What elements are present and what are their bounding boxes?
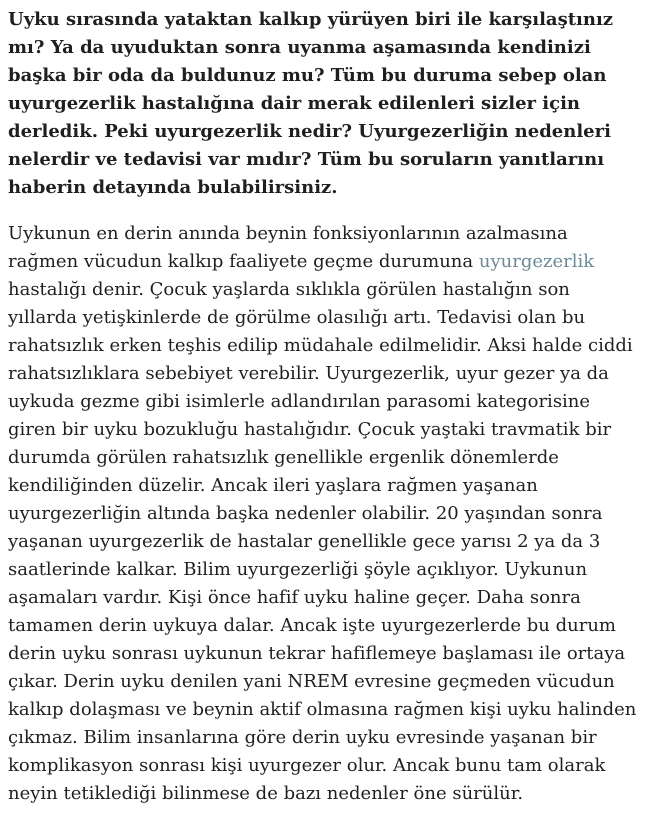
body-text-after-link: hastalığı denir. Çocuk yaşlarda sıklıkla görülen hastalığın son yıllarda yetişkinlerde de görülme olasılığı artı. Tedavisi olan bu rahatsızlık erken teşhis edilip müdahale edilmelidir. Aksi halde ciddi rahatsızlıklara sebebiyet verebilir. Uyurgezerlik, uyur gezer ya da uykuda gezme gibi isimlerle adlandırılan parasomi kategorisine giren bir uyku bozukluğu hastalığıdır. Çocuk yaştaki travmatik bir durumda görülen rahatsızlık genellikle ergenlik dönemlerde kendiliğinden düzelir. Ancak ileri yaşlara rağmen yaşanan uyurgezerliğin altında başka nedenler olabilir. 20 yaşından sonra yaşanan uyurgezerlik de hastalar genellikle gece yarısı 2 ya da 3 saatlerinde kalkar. Bilim uyurgezerliği şöyle açıklıyor. Uykunun aşamaları vardır. Kişi önce hafif uyku haline geçer. Daha sonra tamamen derin uykuya dalar. Ancak işte uyurgezerlerde bu durum derin uyku sonrası uykunun tekrar hafiflemeye başlaması ile ortaya çıkar. Derin uyku denilen yani NREM evresine geçmeden vücudun kalkıp dolaşması ve beynin aktif olmasına rağmen kişi uyku halinden çıkmaz. Bilim insanlarına göre derin uyku evresinde yaşanan bir komplikasyon sonrası kişi uyurgezer olur. Ancak bunu tam olarak neyin tetiklediği bilinmese de bazı nedenler öne sürülür.: [8, 279, 637, 804]
article-body: [8, 6, 640, 808]
body-paragraph: [8, 220, 640, 808]
body-text-before-link: Uykunun en derin anında beynin fonksiyonlarının azalmasına rağmen vücudun kalkıp faaliyete geçme durumuna: [8, 223, 568, 272]
uyurgezerlik-link[interactable]: uyurgezerlik: [478, 251, 595, 272]
intro-paragraph: Uyku sırasında yataktan kalkıp yürüyen biri ile karşılaştınız mı? Ya da uyuduktan sonra uyanma aşamasında kendinizi başka bir oda da buldunuz mu? Tüm bu duruma sebep olan uyurgezerlik hastalığına dair merak edilenleri sizler için derledik. Peki uyurgezerlik nedir? Uyurgezerliğin nedenleri nelerdir ve tedavisi var mıdır? Tüm bu soruların yanıtlarını haberin detayında bulabilirsiniz.: [8, 9, 614, 198]
